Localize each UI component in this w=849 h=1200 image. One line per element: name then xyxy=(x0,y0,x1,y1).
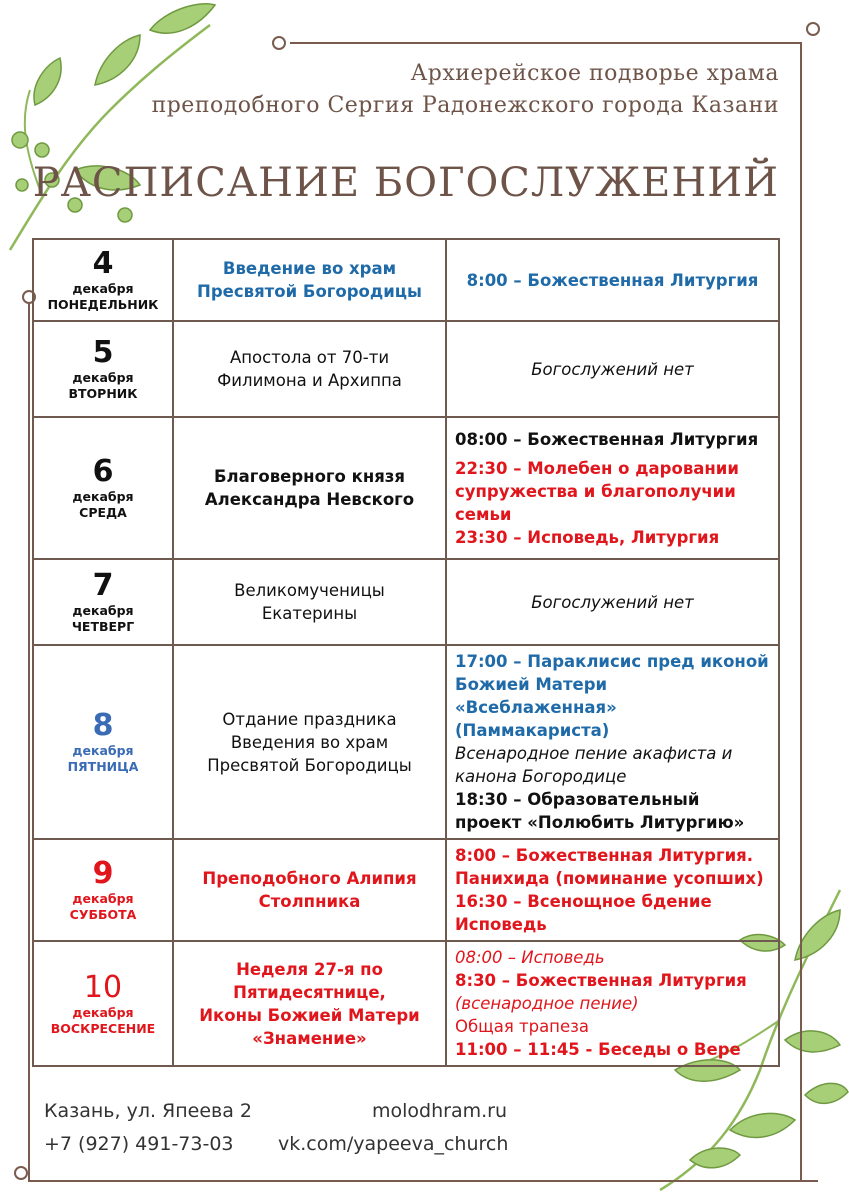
date-cell xyxy=(33,239,173,321)
service-line: Всенародное пение акафиста и канона Богородице xyxy=(455,744,733,786)
vk-link[interactable]: vk.com/yapeeva_church xyxy=(278,1133,509,1155)
service-line: 17:00 – Параклисис пред иконой Божией Матери «Всеблаженная» (Паммакариста) xyxy=(455,652,769,740)
day-month: декабря xyxy=(72,370,134,385)
feast-line: Екатерины xyxy=(261,604,358,623)
frame-scroll-icon xyxy=(272,36,286,50)
feast-line: Пресвятой Богородицы xyxy=(197,282,422,301)
service-line: 11:00 – 11:45 - Беседы о Вере xyxy=(455,1040,741,1059)
day-weekday: СРЕДА xyxy=(79,505,127,520)
feast-cell xyxy=(173,941,446,1066)
services-cell xyxy=(446,645,779,839)
feast-cell xyxy=(173,239,446,321)
date-cell xyxy=(33,559,173,645)
table-row xyxy=(33,839,779,941)
service-line: Богослужений нет xyxy=(531,359,694,379)
feast-line: Отдание праздника xyxy=(222,709,397,729)
service-line: 16:30 – Всенощное бдение xyxy=(455,892,712,911)
date-cell xyxy=(33,839,173,941)
feast-line: Введения во храм xyxy=(230,732,389,752)
feast-line: «Знамение» xyxy=(252,1028,367,1048)
day-number: 5 xyxy=(92,335,114,370)
frame-scroll-icon xyxy=(14,1166,28,1180)
feast-line: Иконы Божией Матери xyxy=(199,1005,420,1025)
address: Казань, ул. Япеева 2 xyxy=(44,1100,253,1122)
day-number: 4 xyxy=(92,246,114,281)
feast-cell xyxy=(173,417,446,559)
day-weekday: ВОСКРЕСЕНИЕ xyxy=(50,1020,156,1036)
service-line: Исповедь xyxy=(455,915,547,934)
table-row xyxy=(33,645,779,839)
feast-cell xyxy=(173,321,446,417)
service-line: 08:00 – Исповедь xyxy=(455,948,605,967)
service-line: Панихида (поминание усопших) xyxy=(455,869,764,888)
day-weekday: ВТОРНИК xyxy=(68,386,138,401)
day-month: декабря xyxy=(72,281,134,296)
feast-line: Благоверного князя xyxy=(213,467,405,486)
day-month: декабря xyxy=(72,489,134,504)
services-cell xyxy=(446,417,779,559)
day-month: декабря xyxy=(72,1004,134,1020)
day-weekday: ПЯТНИЦА xyxy=(67,759,139,774)
organization-header xyxy=(152,58,779,122)
page-title: РАСПИСАНИЕ БОГОСЛУЖЕНИЙ xyxy=(32,160,779,206)
feast-line: Великомученицы xyxy=(234,581,385,600)
feast-line: Неделя 27-я по xyxy=(236,959,383,979)
service-line: (всенародное пение) xyxy=(455,994,639,1013)
day-weekday: ПОНЕДЕЛЬНИК xyxy=(47,297,159,312)
feast-line: Пресвятой Богородицы xyxy=(207,755,412,775)
feast-cell xyxy=(173,839,446,941)
phone: +7 (927) 491-73-03 xyxy=(44,1133,234,1155)
table-row xyxy=(33,941,779,1066)
date-cell xyxy=(33,321,173,417)
feast-line: Александра Невского xyxy=(204,490,415,509)
feast-line: Пятидесятнице, xyxy=(233,982,386,1002)
service-line: 23:30 – Исповедь, Литургия xyxy=(455,527,720,547)
table-row xyxy=(33,321,779,417)
service-line: 18:30 – Образовательный проект «Полюбить Литургию» xyxy=(455,790,745,832)
date-cell xyxy=(33,941,173,1066)
feast-cell xyxy=(173,645,446,839)
schedule-table xyxy=(32,238,780,1067)
service-line: 8:00 – Божественная Литургия xyxy=(466,270,759,290)
feast-line: Введение во храм xyxy=(222,259,397,278)
frame-scroll-icon xyxy=(806,22,820,36)
header-line-2: преподобного Сергия Радонежского города Казани xyxy=(151,93,779,118)
table-row xyxy=(33,239,779,321)
day-month: декабря xyxy=(72,603,134,618)
date-cell xyxy=(33,417,173,559)
date-cell xyxy=(33,645,173,839)
table-row xyxy=(33,559,779,645)
day-number: 9 xyxy=(92,856,114,891)
services-cell xyxy=(446,559,779,645)
header-line-1: Архиерейское подворье храма xyxy=(410,61,779,86)
service-line: 8:30 – Божественная Литургия xyxy=(455,971,747,990)
feast-cell xyxy=(173,559,446,645)
day-number: 10 xyxy=(83,969,123,1005)
services-cell xyxy=(446,239,779,321)
service-line: 22:30 – Молебен о даровании супружества и благополучии семьи xyxy=(455,458,739,524)
day-number: 8 xyxy=(92,708,114,743)
services-cell xyxy=(446,321,779,417)
services-cell xyxy=(446,839,779,941)
service-line: 8:00 – Божественная Литургия. xyxy=(455,846,753,865)
feast-line: Филимона и Архиппа xyxy=(217,371,402,390)
service-line: Общая трапеза xyxy=(455,1017,590,1036)
day-weekday: СУББОТА xyxy=(69,907,137,922)
day-weekday: ЧЕТВЕРГ xyxy=(71,619,135,634)
day-number: 6 xyxy=(92,454,114,489)
service-line: 08:00 – Божественная Литургия xyxy=(455,429,759,449)
feast-line: Апостола от 70-ти xyxy=(229,348,390,367)
day-month: декабря xyxy=(72,891,134,906)
feast-line: Преподобного Алипия xyxy=(202,869,417,888)
feast-line: Столпника xyxy=(258,892,361,911)
day-month: декабря xyxy=(72,743,134,758)
service-line: Богослужений нет xyxy=(531,592,694,612)
table-row xyxy=(33,417,779,559)
services-cell xyxy=(446,941,779,1066)
day-number: 7 xyxy=(92,568,114,603)
website-link[interactable]: molodhram.ru xyxy=(372,1100,507,1122)
